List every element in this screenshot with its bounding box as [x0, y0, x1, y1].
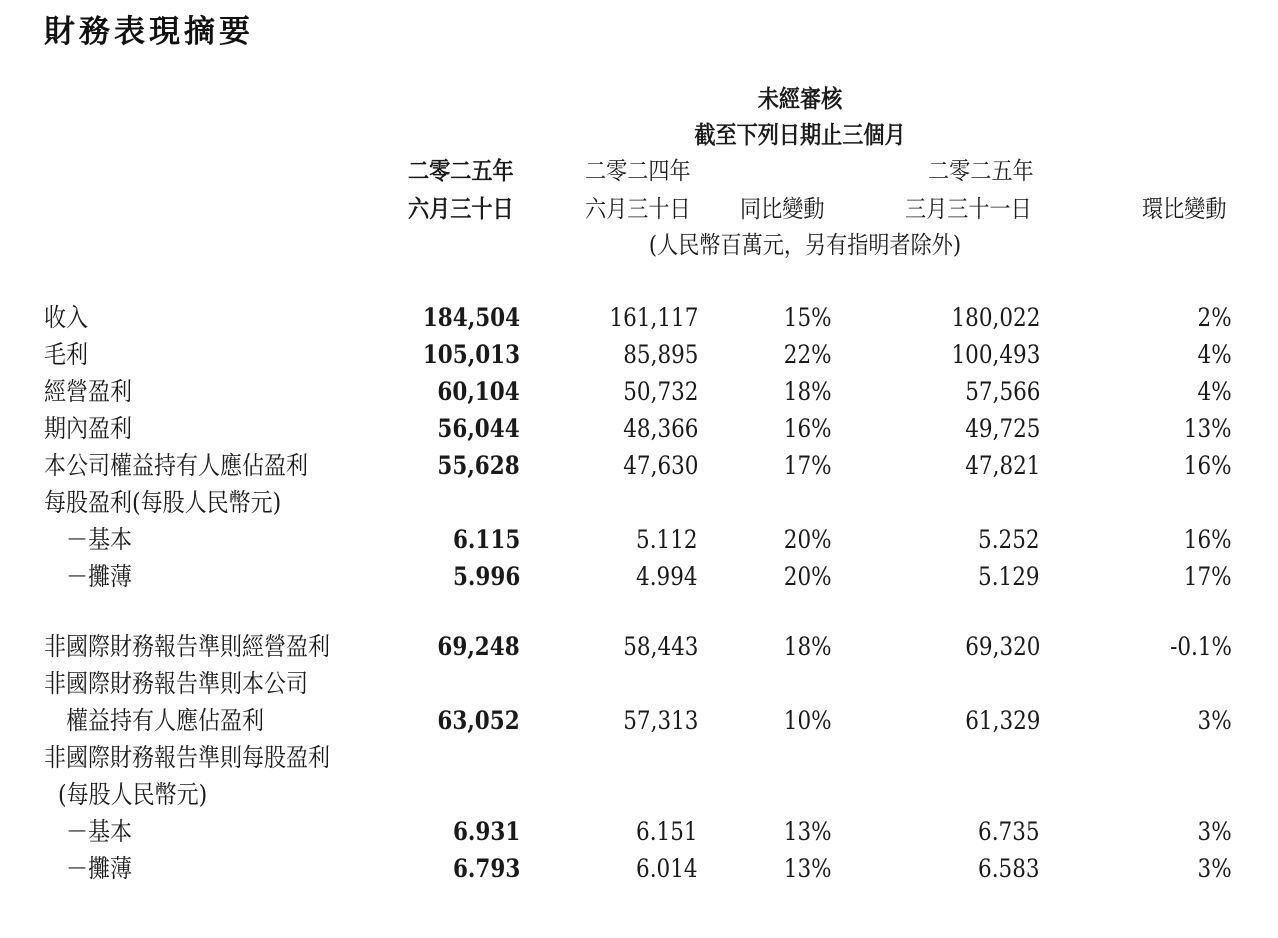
header-col2-date: 六月三十日: [585, 195, 691, 223]
value-col5: 13%: [1184, 414, 1232, 443]
value-col1: 6.931: [452, 817, 520, 846]
table-row: [0, 704, 1278, 738]
value-col5: -0.1%: [1170, 632, 1232, 661]
row-label: 非國際財務報告準則每股盈利: [44, 743, 331, 772]
page-title: 財務表現摘要: [44, 14, 254, 50]
header-col4-date: 三月三十一日: [905, 195, 1032, 223]
value-col2: 5.112: [636, 525, 698, 554]
value-col5: 3%: [1197, 854, 1232, 883]
header-period: 截至下列日期止三個月: [694, 121, 906, 149]
value-col2: 161,117: [609, 303, 698, 332]
value-col2: 85,895: [622, 340, 698, 369]
value-col5: 16%: [1184, 451, 1232, 480]
value-col4: 6.583: [978, 854, 1040, 883]
value-col5: 2%: [1197, 303, 1232, 332]
header-unit: (人民幣百萬元，另有指明者除外): [648, 231, 962, 259]
header-unaudited: 未經審核: [757, 85, 843, 113]
value-col3: 18%: [784, 632, 832, 661]
value-col2: 6.151: [636, 817, 698, 846]
value-col3: 20%: [784, 562, 832, 591]
row-label: 非國際財務報告準則本公司: [44, 669, 309, 698]
value-col2: 50,732: [622, 377, 698, 406]
table-row: [0, 741, 1278, 775]
value-col3: 16%: [784, 414, 832, 443]
table-row: [0, 301, 1278, 335]
value-col1: 5.996: [452, 562, 520, 591]
value-col2: 58,443: [622, 632, 698, 661]
value-col1: 105,013: [422, 340, 520, 369]
value-col1: 55,628: [437, 451, 520, 480]
row-label: 收入: [44, 303, 89, 332]
table-row: [0, 815, 1278, 849]
value-col1: 6.793: [452, 854, 520, 883]
value-col3: 13%: [784, 817, 832, 846]
row-label: －攤薄: [66, 562, 133, 591]
row-label: 本公司權益持有人應佔盈利: [44, 451, 309, 480]
value-col4: 57,566: [964, 377, 1040, 406]
value-col2: 57,313: [622, 706, 698, 735]
value-col5: 4%: [1197, 340, 1232, 369]
value-col1: 184,504: [422, 303, 520, 332]
value-col5: 16%: [1184, 525, 1232, 554]
row-label: －攤薄: [66, 854, 133, 883]
value-col5: 3%: [1197, 817, 1232, 846]
table-row: [0, 449, 1278, 483]
header-col5: 環比變動: [1142, 195, 1227, 223]
header-col1-date: 六月三十日: [408, 195, 514, 223]
value-col5: 4%: [1197, 377, 1232, 406]
header-col3: 同比變動: [740, 195, 825, 223]
value-col4: 6.735: [978, 817, 1040, 846]
value-col1: 6.115: [452, 525, 520, 554]
value-col1: 56,044: [437, 414, 520, 443]
value-col2: 6.014: [636, 854, 698, 883]
value-col4: 180,022: [951, 303, 1040, 332]
row-label: －基本: [66, 817, 133, 846]
value-col5: 17%: [1184, 562, 1232, 591]
value-col3: 13%: [784, 854, 832, 883]
row-label: 權益持有人應佔盈利: [66, 706, 265, 735]
value-col4: 47,821: [964, 451, 1040, 480]
row-label: 毛利: [44, 340, 89, 369]
value-col3: 20%: [784, 525, 832, 554]
row-label: 非國際財務報告準則經營盈利: [44, 632, 331, 661]
value-col4: 49,725: [964, 414, 1040, 443]
value-col3: 15%: [784, 303, 832, 332]
value-col3: 22%: [784, 340, 832, 369]
value-col4: 69,320: [964, 632, 1040, 661]
table-row: [0, 375, 1278, 409]
table-row: [0, 560, 1278, 594]
header-col1-year: 二零二五年: [408, 157, 514, 185]
value-col4: 5.129: [978, 562, 1040, 591]
value-col3: 18%: [784, 377, 832, 406]
value-col4: 5.252: [978, 525, 1040, 554]
value-col2: 47,630: [622, 451, 698, 480]
table-row: [0, 630, 1278, 664]
value-col2: 48,366: [622, 414, 698, 443]
table-row: [0, 486, 1278, 520]
value-col1: 60,104: [437, 377, 520, 406]
value-col3: 17%: [784, 451, 832, 480]
row-label: 每股盈利(每股人民幣元): [44, 488, 282, 517]
value-col2: 4.994: [636, 562, 698, 591]
header-col4-year: 二零二五年: [928, 157, 1034, 185]
value-col4: 61,329: [964, 706, 1040, 735]
header-col2-year: 二零二四年: [585, 157, 691, 185]
value-col3: 10%: [784, 706, 832, 735]
row-label: 期內盈利: [44, 414, 133, 443]
value-col5: 3%: [1197, 706, 1232, 735]
table-row: [0, 778, 1278, 812]
table-row: [0, 338, 1278, 372]
table-row: [0, 852, 1278, 886]
table-row: [0, 412, 1278, 446]
value-col4: 100,493: [951, 340, 1040, 369]
table-row: [0, 523, 1278, 557]
row-label: (每股人民幣元): [58, 780, 208, 809]
row-label: 經營盈利: [44, 377, 133, 406]
table-row: [0, 667, 1278, 701]
value-col1: 69,248: [437, 632, 520, 661]
row-label: －基本: [66, 525, 133, 554]
value-col1: 63,052: [437, 706, 520, 735]
